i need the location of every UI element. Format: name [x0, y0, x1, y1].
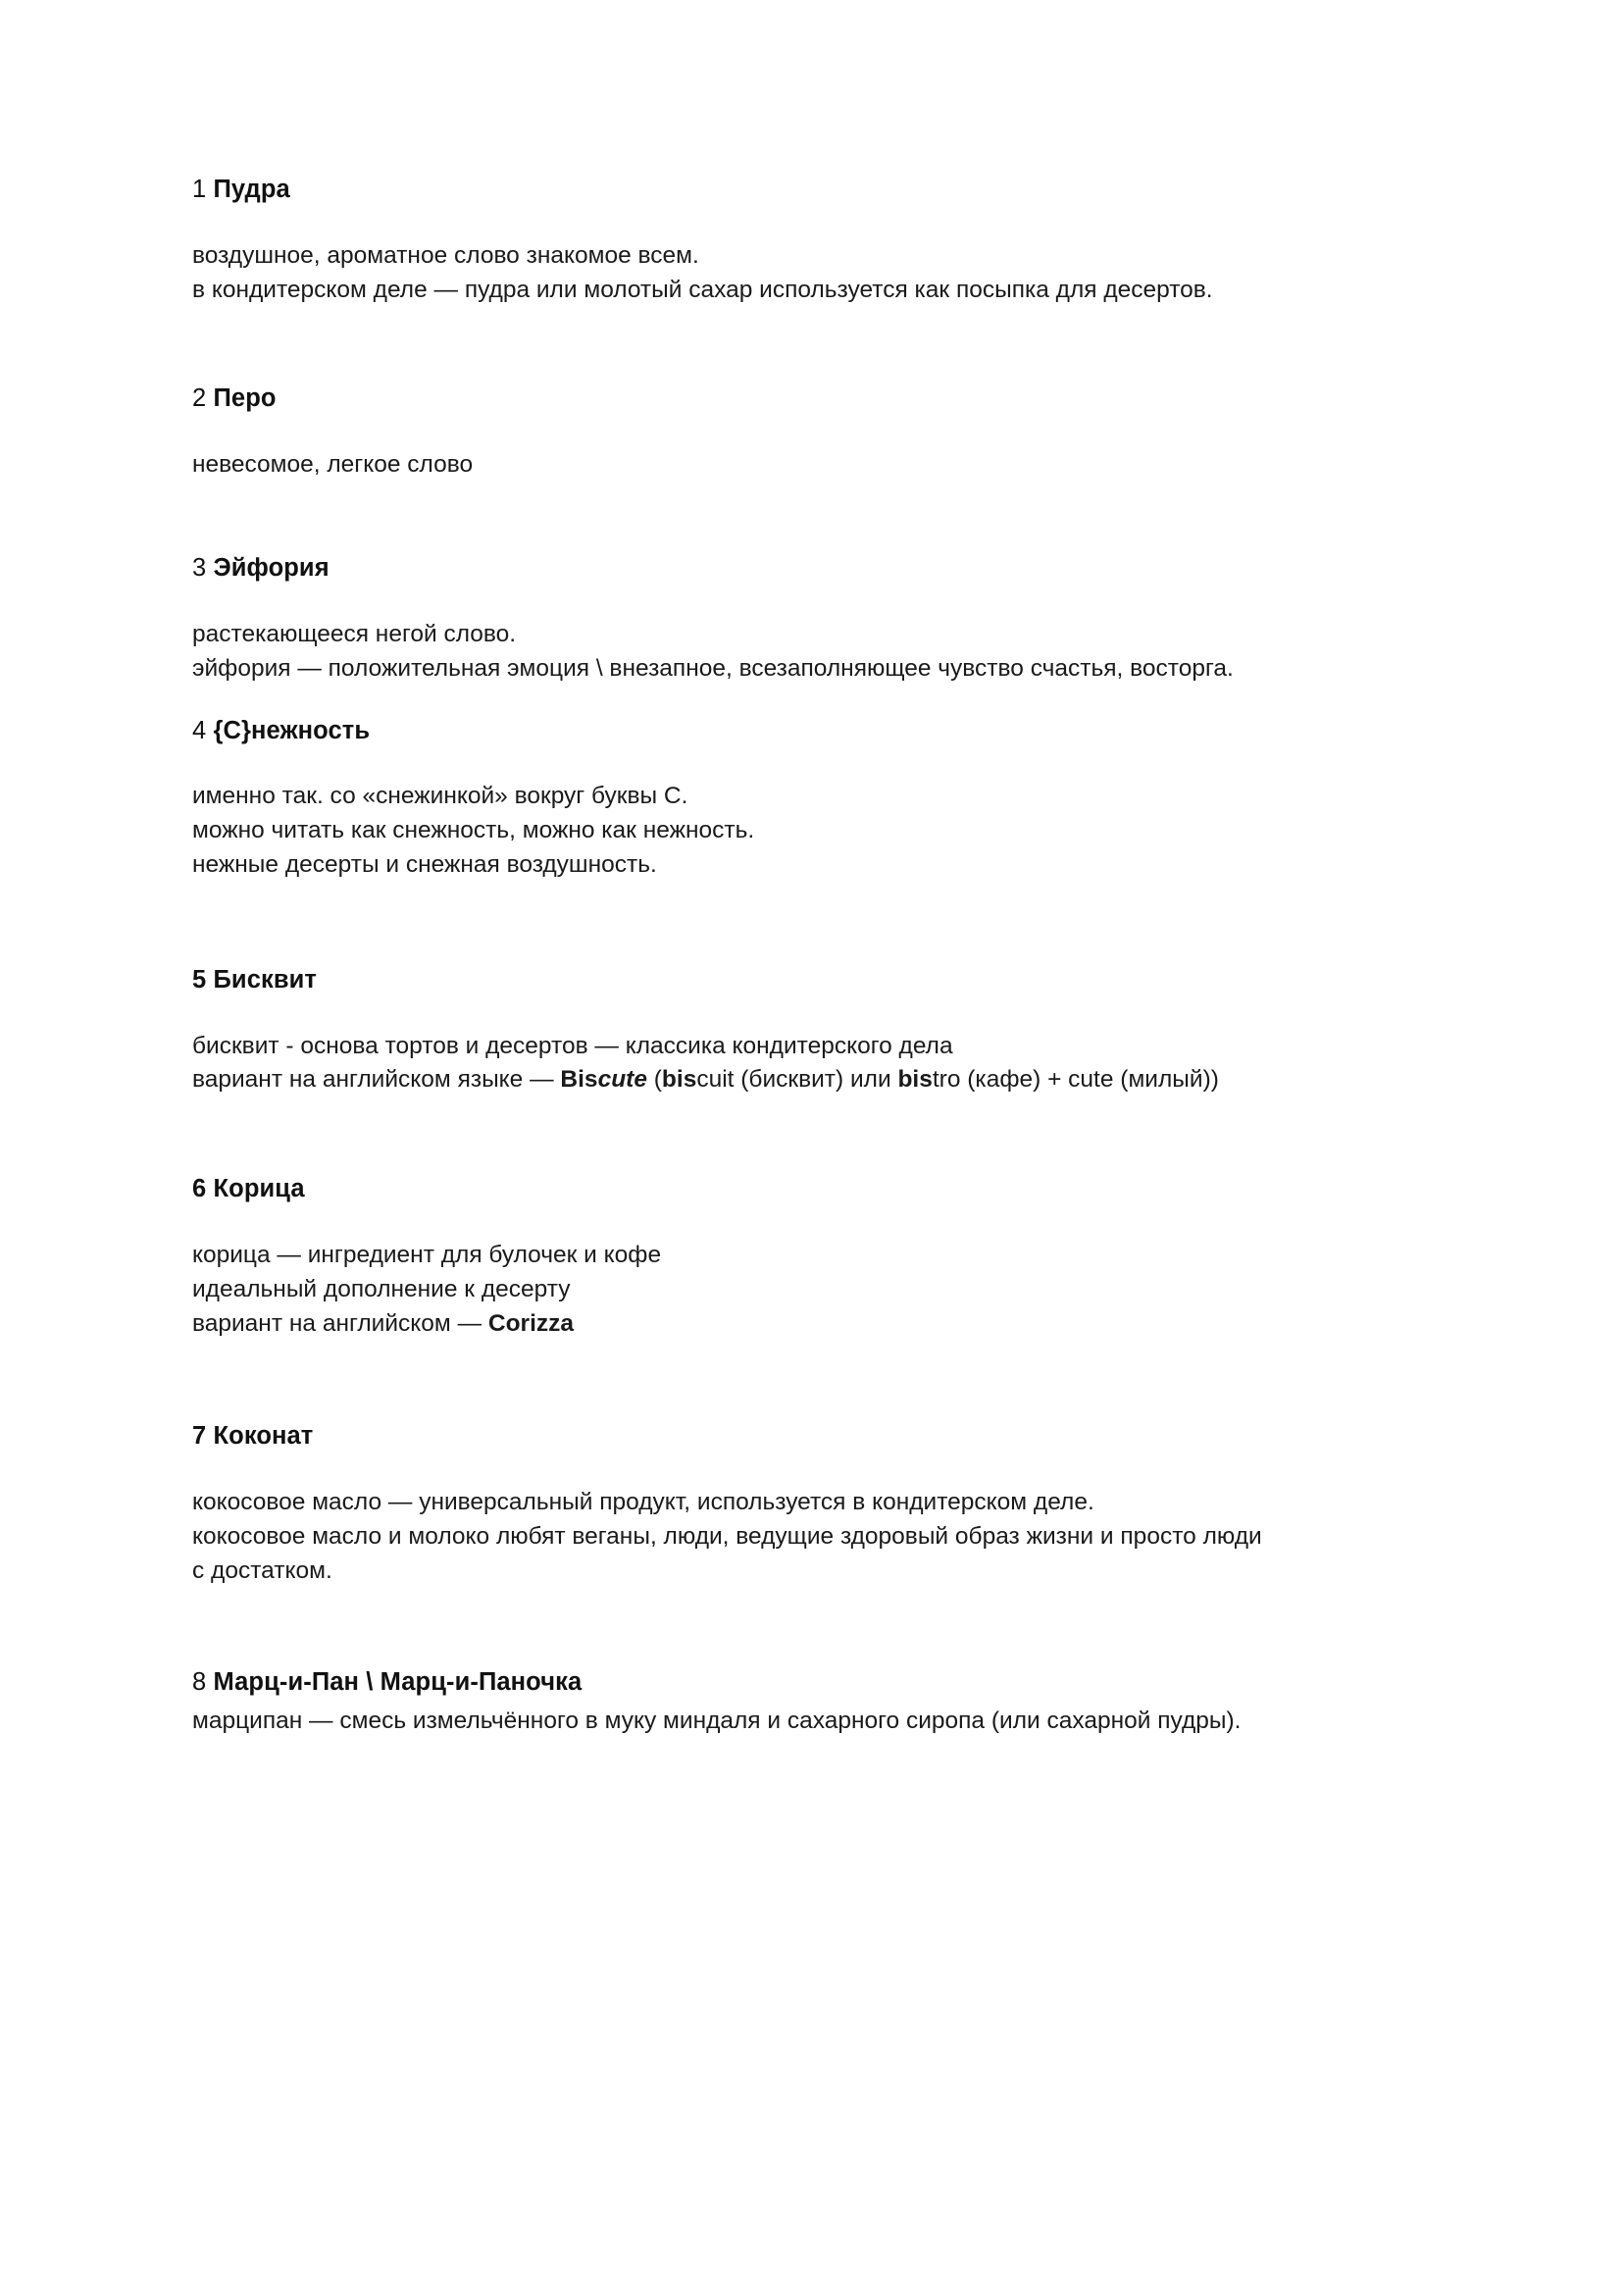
- section-8-number: 8: [192, 1667, 207, 1696]
- rich-bold-bis-2: bis: [661, 1066, 697, 1094]
- section-6-number: 6: [192, 1175, 207, 1203]
- section-7-line-1: кокосовое масло — универсальный продукт, используется в кондитерском деле.: [192, 1489, 1094, 1516]
- section-4-line-1: именно так. со «снежинкой» вокруг буквы С.: [192, 783, 688, 810]
- spacer: [192, 1589, 1428, 1667]
- rich-suffix: tro (кафе) + cute (милый)): [932, 1066, 1219, 1094]
- rich-bold-bis: Bis: [560, 1066, 598, 1094]
- section-7-title: Коконат: [213, 1422, 314, 1451]
- rich-prefix: вариант на английском —: [192, 1309, 488, 1337]
- spacer: [192, 307, 1428, 383]
- spacer: [192, 1341, 1428, 1421]
- section-3: [192, 553, 1428, 686]
- section-8: [192, 1667, 1428, 1739]
- section-2-line-1: невесомое, легкое слово: [192, 451, 474, 479]
- rich-bold-bis-3: bis: [897, 1066, 933, 1094]
- section-1-line-1: воздушное, ароматное слово знакомое всем.: [192, 241, 699, 269]
- rich-mid-2: cuit (бисквит) или: [696, 1066, 898, 1094]
- spacer: [192, 687, 1428, 716]
- section-5-rich-line: [192, 1063, 1428, 1097]
- rich-bolditalic-cute: cute: [597, 1066, 647, 1094]
- spacer: [192, 483, 1428, 553]
- spacer: [192, 585, 1428, 618]
- section-3-line-2: эйфория — положительная эмоция \ внезапное, всезаполняющее чувство счастья, восторга.: [192, 654, 1234, 682]
- section-7: [192, 1421, 1428, 1588]
- section-5-line-1: бисквит - основа тортов и десертов — классика кондитерского дела: [192, 1032, 953, 1059]
- section-7-line-3: с достатком.: [192, 1556, 332, 1584]
- section-3-line-1: растекающееся негой слово.: [192, 620, 517, 647]
- section-6-heading: [192, 1174, 1428, 1205]
- spacer: [192, 996, 1428, 1030]
- spacer: [192, 1097, 1428, 1174]
- section-4-line-3: нежные десерты и снежная воздушность.: [192, 850, 657, 878]
- rich-mid-1: (: [646, 1066, 662, 1094]
- section-6-line-1: корица — ингредиент для булочек и кофе: [192, 1242, 662, 1269]
- section-4: [192, 716, 1428, 883]
- section-5-number: 5: [192, 965, 207, 994]
- section-6-line-2: идеальный дополнение к десерту: [192, 1275, 571, 1302]
- spacer: [192, 1453, 1428, 1486]
- spacer: [192, 206, 1428, 239]
- spacer: [192, 746, 1428, 780]
- spacer: [192, 415, 1428, 448]
- rich-prefix: вариант на английском языке —: [192, 1066, 561, 1094]
- section-1: [192, 175, 1428, 307]
- spacer: [192, 883, 1428, 965]
- section-6-rich-line: [192, 1307, 1428, 1342]
- section-7-heading: [192, 1421, 1428, 1453]
- section-3-number: 3: [192, 554, 207, 583]
- section-4-title: {С}нежность: [213, 716, 371, 744]
- section-2-title: Перо: [213, 384, 277, 413]
- section-3-heading: [192, 553, 1428, 585]
- spacer: [192, 1205, 1428, 1239]
- section-1-heading: [192, 175, 1428, 206]
- section-8-line-1: марципан — смесь измельчённого в муку миндаля и сахарного сиропа (или сахарной пудры).: [192, 1707, 1242, 1734]
- section-8-title: Марц-и-Пан \ Марц-и-Паночка: [213, 1667, 583, 1696]
- section-4-number: 4: [192, 716, 207, 744]
- section-8-heading: [192, 1667, 1428, 1699]
- section-5-title: Бисквит: [213, 965, 317, 994]
- section-6: [192, 1174, 1428, 1341]
- section-4-heading: [192, 716, 1428, 747]
- section-2-number: 2: [192, 384, 207, 413]
- section-7-line-2: кокосовое масло и молоко любят веганы, люди, ведущие здоровый образ жизни и просто люди: [192, 1523, 1262, 1551]
- section-5: [192, 965, 1428, 1097]
- section-2-heading: [192, 383, 1428, 415]
- section-4-line-2: можно читать как снежность, можно как нежность.: [192, 817, 755, 844]
- section-5-heading: [192, 965, 1428, 996]
- document-content: [192, 175, 1428, 1738]
- rich-bold-corizza: Corizza: [487, 1309, 575, 1337]
- section-3-title: Эйфория: [213, 554, 330, 583]
- section-1-number: 1: [192, 176, 207, 203]
- section-7-number: 7: [192, 1422, 207, 1451]
- section-6-title: Корица: [213, 1175, 305, 1203]
- section-1-title: Пудра: [213, 176, 290, 203]
- section-1-line-2: в кондитерском деле — пудра или молотый сахар используется как посыпка для десертов.: [192, 276, 1213, 303]
- section-2: [192, 383, 1428, 483]
